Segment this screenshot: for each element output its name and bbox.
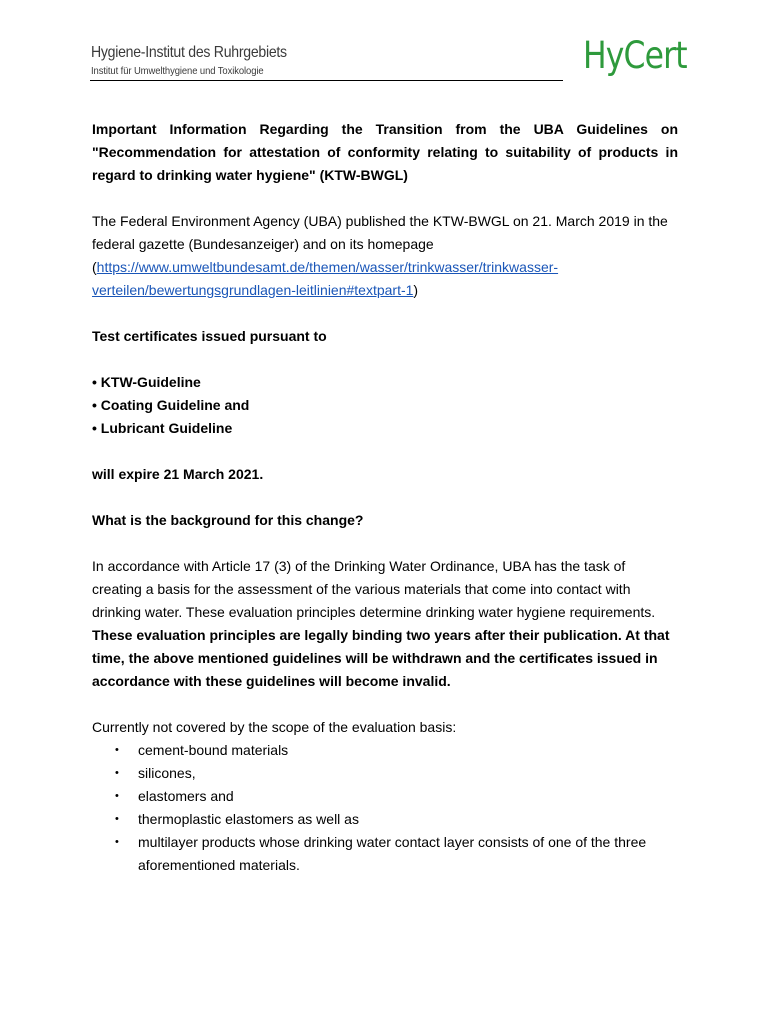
header-divider [90, 80, 563, 81]
scope-item-text: silicones, [138, 765, 196, 781]
scope-item-text: elastomers and [138, 788, 234, 804]
list-item: • cement-bound materials [115, 742, 289, 758]
background-heading: What is the background for this change? [92, 512, 364, 528]
list-item: • Coating Guideline and [92, 397, 250, 413]
list-item: • KTW-Guideline [92, 374, 201, 390]
uba-link[interactable]: https://www.umweltbundesamt.de/themen/wasser/trinkwasser/trinkwasser-verteilen/bewertungsgrundlagen-leitlinien#textpart-1 [92, 259, 559, 298]
institute-subtitle: Institut für Umwelthygiene und Toxikologie [91, 65, 264, 77]
scope-heading: Currently not covered by the scope of the evaluation basis: [92, 719, 457, 735]
list-item: • multilayer products whose drinking water contact layer consists of one of the three aforementioned materials. [115, 834, 647, 873]
guideline-list [92, 371, 678, 440]
list-item: • silicones, [115, 765, 196, 781]
list-item: • elastomers and [115, 788, 234, 804]
intro-paragraph [92, 210, 678, 302]
list-item: • Lubricant Guideline [92, 420, 233, 436]
institute-name: Hygiene-Institut des Ruhrgebiets [91, 44, 287, 61]
background-paragraph [92, 555, 678, 693]
scope-item-text: thermoplastic elastomers as well as [138, 811, 359, 827]
list-item: • thermoplastic elastomers as well as [115, 811, 359, 827]
intro-text: The Federal Environment Agency (UBA) published the KTW-BWGL on 21. March 2019 in the federal gazette (Bundesanzeiger) and on its homepage ( [92, 213, 668, 275]
scope-item-text: cement-bound materials [138, 742, 289, 758]
document-body [92, 118, 678, 877]
document-title: Important Information Regarding the Transition from the UBA Guidelines on "Recommendation for attestation of conformity relating to suitability of products in regard to drinking water hygiene" (KTW-BWGL) [92, 121, 678, 183]
background-text: In accordance with Article 17 (3) of the Drinking Water Ordinance, UBA has the task of creating a basis for the assessment of the various materials that come into contact with drinking water. These evaluation principles determine drinking water hygiene requirements. [92, 558, 656, 620]
scope-item-text: multilayer products whose drinking water contact layer consists of one of the three aforementioned materials. [138, 834, 647, 873]
expire-notice: will expire 21 March 2021. [92, 466, 264, 482]
intro-close: ) [413, 282, 419, 298]
certificates-heading: Test certificates issued pursuant to [92, 328, 327, 344]
scope-list [92, 739, 678, 877]
background-bold-text: These evaluation principles are legally binding two years after their publication. At that time, the above mentioned guidelines will be withdrawn and the certificates issued in accordance with these guidelines will become invalid. [92, 627, 670, 689]
hycert-logo: HyCert [583, 34, 687, 77]
